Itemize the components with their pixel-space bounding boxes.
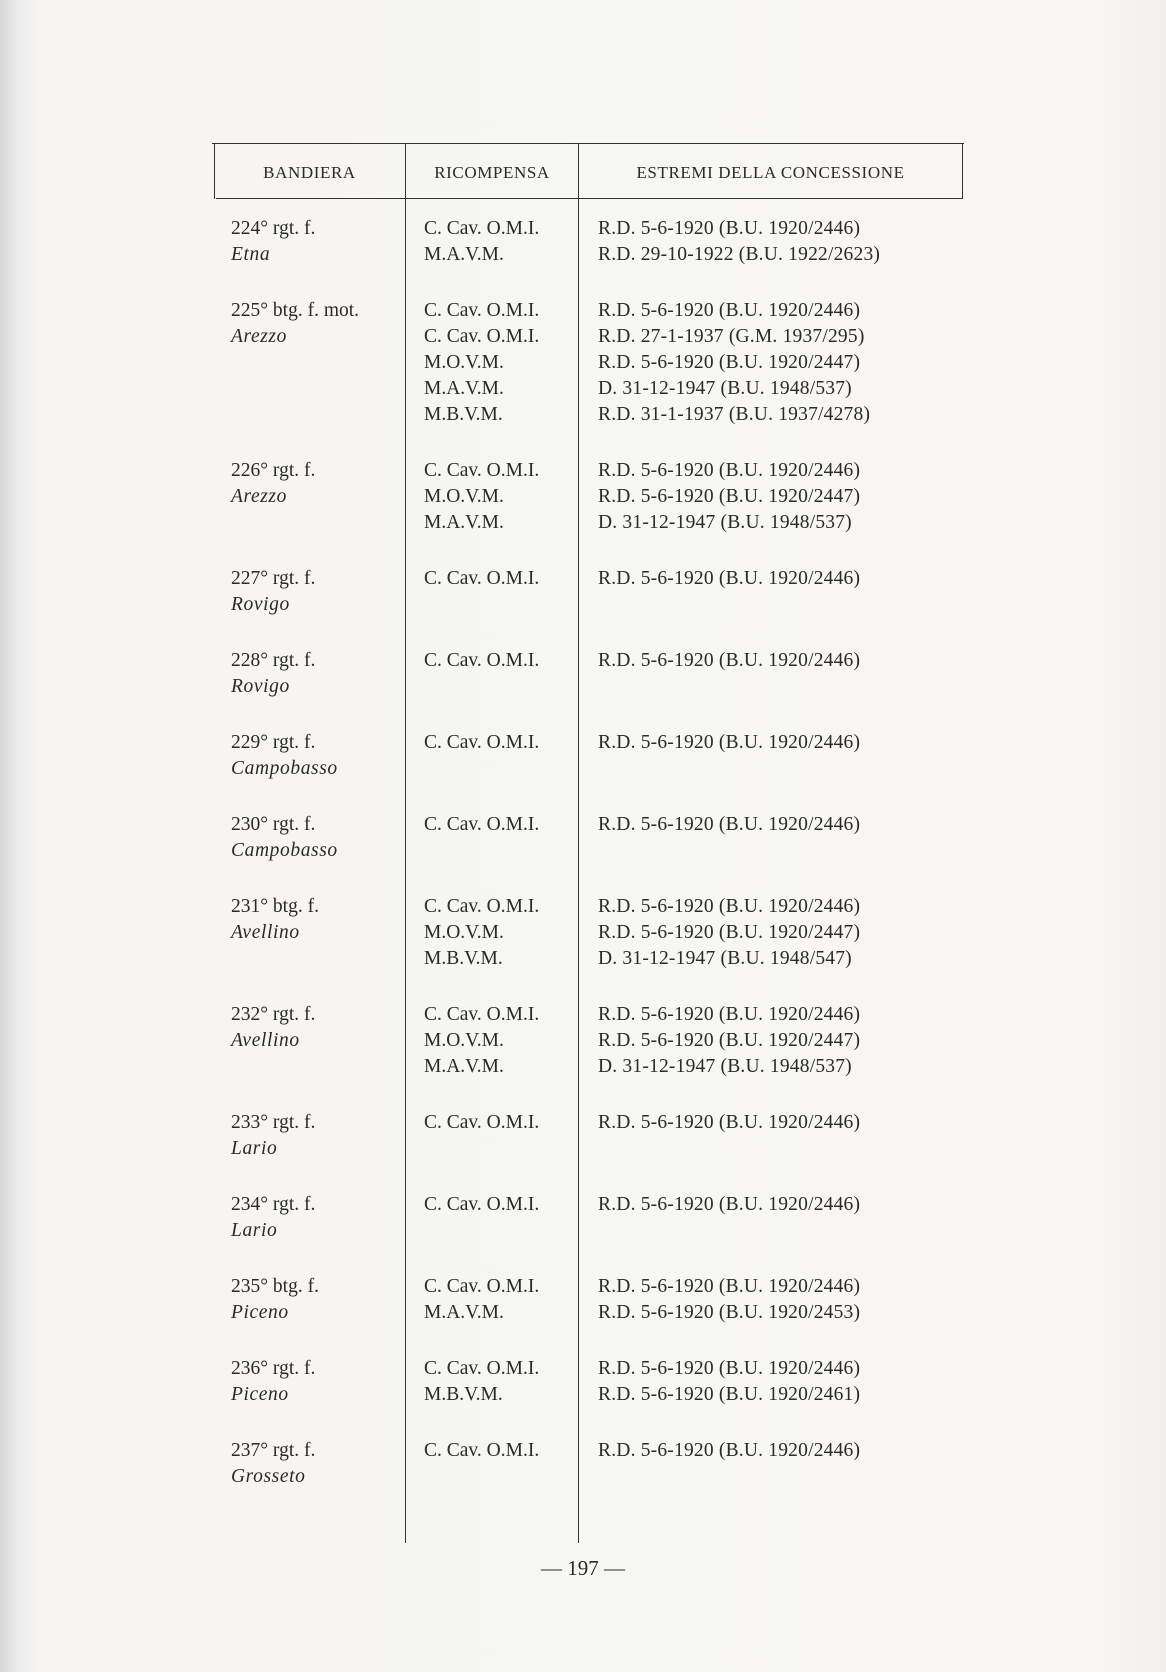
- bandiera-cell: [231, 1356, 401, 1408]
- table-row: [212, 1274, 964, 1326]
- estremi-cell: [598, 648, 978, 674]
- concession-ref: R.D. 5-6-1920 (B.U. 1920/2447): [598, 922, 861, 943]
- unit-label: 237° rgt. f.: [231, 1440, 316, 1461]
- bandiera-cell: [231, 894, 401, 946]
- unit-label: 228° rgt. f.: [231, 650, 316, 671]
- ricompensa-cell: [424, 298, 584, 428]
- bandiera-cell: [231, 1110, 401, 1162]
- unit-name: Lario: [231, 1220, 278, 1241]
- concession-ref: D. 31-12-1947 (B.U. 1948/537): [598, 378, 852, 399]
- ricompensa-cell: [424, 216, 584, 268]
- unit-label: 233° rgt. f.: [231, 1112, 316, 1133]
- table-row: [212, 458, 964, 536]
- unit-name: Piceno: [231, 1302, 289, 1323]
- bandiera-cell: [231, 730, 401, 782]
- concession-ref: R.D. 5-6-1920 (B.U. 1920/2446): [598, 218, 861, 239]
- table-row: [212, 730, 964, 782]
- concession-ref: R.D. 5-6-1920 (B.U. 1920/2447): [598, 1030, 861, 1051]
- ricompensa-cell: [424, 1274, 584, 1326]
- award-item: M.A.V.M.: [424, 378, 504, 399]
- concession-ref: R.D. 5-6-1920 (B.U. 1920/2446): [598, 650, 861, 671]
- table-row: [212, 1438, 964, 1490]
- bandiera-cell: [231, 298, 401, 350]
- table-right-rule: [962, 143, 963, 199]
- award-item: C. Cav. O.M.I.: [424, 896, 540, 917]
- estremi-cell: [598, 1274, 978, 1326]
- estremi-cell: [598, 812, 978, 838]
- bandiera-cell: [231, 458, 401, 510]
- unit-label: 234° rgt. f.: [231, 1194, 316, 1215]
- concession-ref: R.D. 5-6-1920 (B.U. 1920/2446): [598, 1112, 861, 1133]
- concession-ref: R.D. 5-6-1920 (B.U. 1920/2453): [598, 1302, 861, 1323]
- estremi-cell: [598, 216, 978, 268]
- table-row: [212, 1002, 964, 1080]
- bandiera-cell: [231, 812, 401, 864]
- page-number: — 197 —: [541, 1556, 625, 1580]
- header-estremi: ESTREMI DELLA CONCESSIONE: [636, 163, 905, 182]
- award-item: C. Cav. O.M.I.: [424, 1112, 540, 1133]
- award-item: M.A.V.M.: [424, 512, 504, 533]
- concession-ref: D. 31-12-1947 (B.U. 1948/547): [598, 948, 852, 969]
- award-item: C. Cav. O.M.I.: [424, 218, 540, 239]
- unit-name: Campobasso: [231, 758, 338, 779]
- unit-name: Campobasso: [231, 840, 338, 861]
- unit-name: Rovigo: [231, 676, 290, 697]
- concession-ref: R.D. 5-6-1920 (B.U. 1920/2447): [598, 486, 861, 507]
- award-item: C. Cav. O.M.I.: [424, 1358, 540, 1379]
- award-item: M.B.V.M.: [424, 1384, 503, 1405]
- table-row: [212, 812, 964, 864]
- award-item: C. Cav. O.M.I.: [424, 568, 540, 589]
- unit-label: 226° rgt. f.: [231, 460, 316, 481]
- table-row: [212, 648, 964, 700]
- concession-ref: R.D. 31-1-1937 (B.U. 1937/4278): [598, 404, 871, 425]
- concession-ref: R.D. 5-6-1920 (B.U. 1920/2446): [598, 460, 861, 481]
- concession-ref: R.D. 5-6-1920 (B.U. 1920/2446): [598, 1194, 861, 1215]
- ricompensa-cell: [424, 894, 584, 972]
- bandiera-cell: [231, 1274, 401, 1326]
- table-row: [212, 1192, 964, 1244]
- award-item: C. Cav. O.M.I.: [424, 300, 540, 321]
- award-item: M.O.V.M.: [424, 352, 504, 373]
- concession-ref: R.D. 5-6-1920 (B.U. 1920/2446): [598, 732, 861, 753]
- bandiera-cell: [231, 1438, 401, 1490]
- unit-label: 229° rgt. f.: [231, 732, 316, 753]
- award-item: M.A.V.M.: [424, 244, 504, 265]
- ricompensa-cell: [424, 566, 584, 592]
- award-item: M.A.V.M.: [424, 1056, 504, 1077]
- concession-ref: R.D. 5-6-1920 (B.U. 1920/2446): [598, 1440, 861, 1461]
- award-item: C. Cav. O.M.I.: [424, 1276, 540, 1297]
- bandiera-cell: [231, 648, 401, 700]
- unit-name: Arezzo: [231, 486, 287, 507]
- estremi-cell: [598, 298, 978, 428]
- bandiera-cell: [231, 1002, 401, 1054]
- award-item: M.B.V.M.: [424, 404, 503, 425]
- unit-label: 227° rgt. f.: [231, 568, 316, 589]
- unit-label: 236° rgt. f.: [231, 1358, 316, 1379]
- unit-name: Avellino: [231, 922, 300, 943]
- award-item: C. Cav. O.M.I.: [424, 1004, 540, 1025]
- estremi-cell: [598, 1192, 978, 1218]
- ricompensa-cell: [424, 1356, 584, 1408]
- unit-label: 231° btg. f.: [231, 896, 319, 917]
- award-item: C. Cav. O.M.I.: [424, 460, 540, 481]
- unit-label: 225° btg. f. mot.: [231, 300, 360, 321]
- estremi-cell: [598, 894, 978, 972]
- award-item: C. Cav. O.M.I.: [424, 814, 540, 835]
- table-row: [212, 298, 964, 428]
- unit-name: Arezzo: [231, 326, 287, 347]
- unit-label: 224° rgt. f.: [231, 218, 316, 239]
- unit-name: Piceno: [231, 1384, 289, 1405]
- bandiera-cell: [231, 1192, 401, 1244]
- award-item: C. Cav. O.M.I.: [424, 1194, 540, 1215]
- estremi-cell: [598, 458, 978, 536]
- header-ricompensa: RICOMPENSA: [434, 163, 550, 182]
- estremi-cell: [598, 1110, 978, 1136]
- concession-ref: R.D. 5-6-1920 (B.U. 1920/2447): [598, 352, 861, 373]
- concession-ref: R.D. 5-6-1920 (B.U. 1920/2446): [598, 568, 861, 589]
- award-item: C. Cav. O.M.I.: [424, 326, 540, 347]
- concession-ref: R.D. 5-6-1920 (B.U. 1920/2446): [598, 1004, 861, 1025]
- estremi-cell: [598, 1356, 978, 1408]
- concession-ref: D. 31-12-1947 (B.U. 1948/537): [598, 512, 852, 533]
- ricompensa-cell: [424, 1438, 584, 1464]
- estremi-cell: [598, 1002, 978, 1080]
- header-rule: [216, 198, 962, 199]
- ricompensa-cell: [424, 1192, 584, 1218]
- estremi-cell: [598, 730, 978, 756]
- estremi-cell: [598, 566, 978, 592]
- table-row: [212, 566, 964, 618]
- bandiera-cell: [231, 216, 401, 268]
- table-body: [212, 216, 964, 1520]
- ricompensa-cell: [424, 730, 584, 756]
- concession-ref: R.D. 5-6-1920 (B.U. 1920/2461): [598, 1384, 861, 1405]
- unit-label: 230° rgt. f.: [231, 814, 316, 835]
- header-bandiera: BANDIERA: [263, 163, 356, 182]
- unit-label: 235° btg. f.: [231, 1276, 319, 1297]
- table-row: [212, 1356, 964, 1408]
- table-row: [212, 894, 964, 972]
- ricompensa-cell: [424, 1002, 584, 1080]
- award-item: C. Cav. O.M.I.: [424, 1440, 540, 1461]
- concession-ref: R.D. 29-10-1922 (B.U. 1922/2623): [598, 244, 881, 265]
- ricompensa-cell: [424, 1110, 584, 1136]
- concession-ref: R.D. 27-1-1937 (G.M. 1937/295): [598, 326, 865, 347]
- award-item: M.O.V.M.: [424, 922, 504, 943]
- award-item: M.O.V.M.: [424, 1030, 504, 1051]
- award-item: M.O.V.M.: [424, 486, 504, 507]
- table-top-rule: [212, 143, 964, 144]
- concession-ref: R.D. 5-6-1920 (B.U. 1920/2446): [598, 814, 861, 835]
- table-row: [212, 216, 964, 268]
- unit-name: Lario: [231, 1138, 278, 1159]
- concession-ref: R.D. 5-6-1920 (B.U. 1920/2446): [598, 896, 861, 917]
- unit-name: Avellino: [231, 1030, 300, 1051]
- unit-name: Rovigo: [231, 594, 290, 615]
- ricompensa-cell: [424, 458, 584, 536]
- ricompensa-cell: [424, 812, 584, 838]
- award-item: C. Cav. O.M.I.: [424, 732, 540, 753]
- award-item: M.A.V.M.: [424, 1302, 504, 1323]
- unit-label: 232° rgt. f.: [231, 1004, 316, 1025]
- award-item: M.B.V.M.: [424, 948, 503, 969]
- award-item: C. Cav. O.M.I.: [424, 650, 540, 671]
- ricompensa-cell: [424, 648, 584, 674]
- concession-ref: R.D. 5-6-1920 (B.U. 1920/2446): [598, 300, 861, 321]
- estremi-cell: [598, 1438, 978, 1464]
- table-row: [212, 1110, 964, 1162]
- concession-ref: D. 31-12-1947 (B.U. 1948/537): [598, 1056, 852, 1077]
- concession-ref: R.D. 5-6-1920 (B.U. 1920/2446): [598, 1358, 861, 1379]
- bandiera-cell: [231, 566, 401, 618]
- unit-name: Etna: [231, 244, 271, 265]
- concession-ref: R.D. 5-6-1920 (B.U. 1920/2446): [598, 1276, 861, 1297]
- unit-name: Grosseto: [231, 1466, 306, 1487]
